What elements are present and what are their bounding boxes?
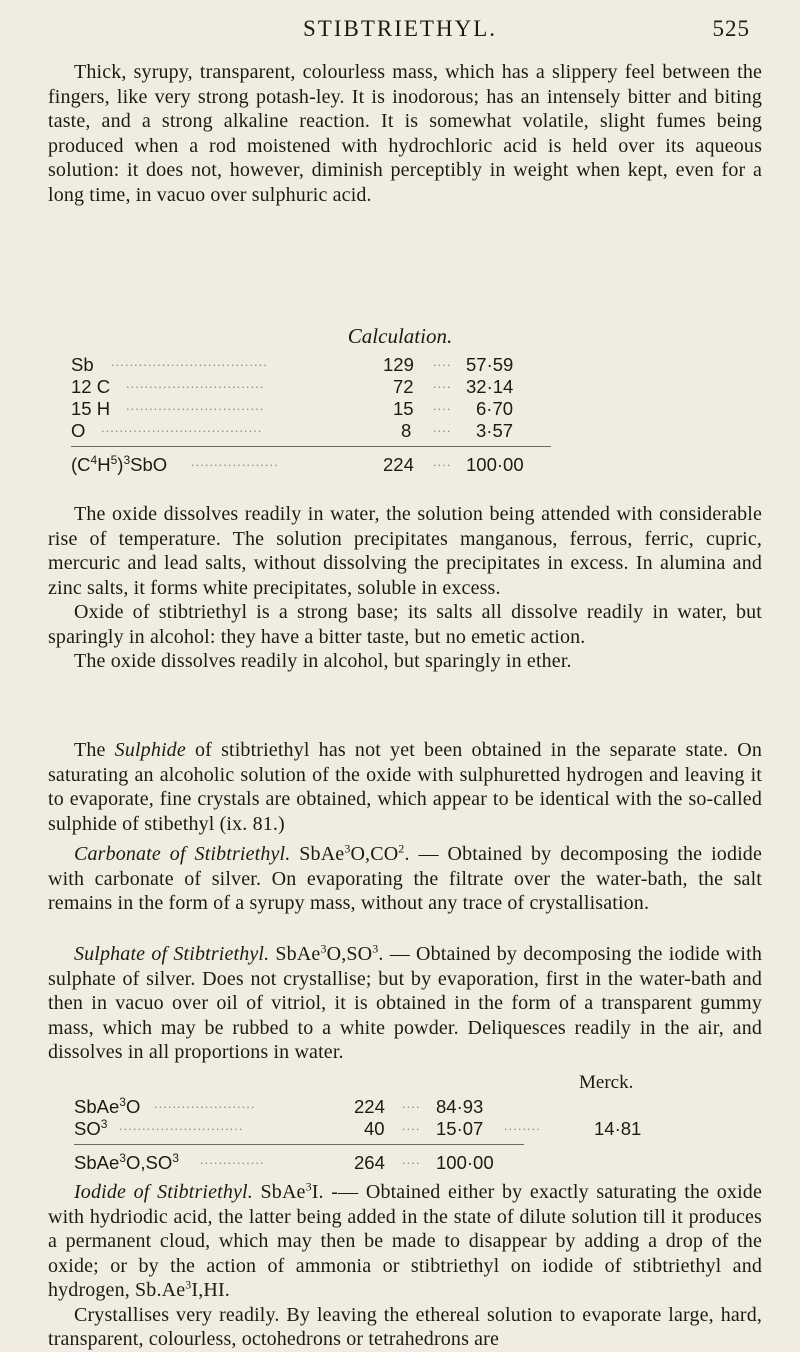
paragraph-text: Thick, syrupy, transparent, colourless mass, which has a slippery feel between the fingers, like very strong potash-ley. It is inodorous; has an intensely bitter and biting taste, and a strong alkaline reaction. It is somewhat volatile, slight fumes being produced when a rod moistened with hydrochloric acid is held over its aqueous solution: it does not, however, diminish perceptibly in weight when kept, even for a long time, in vacuo over sulphuric acid. [48,61,762,206]
total-rule [71,446,551,447]
leader-dots: .............................. [126,376,265,391]
formula-label [74,1096,140,1118]
text-span: The [74,739,115,761]
weight-value: 224 [354,1096,385,1117]
element-label: 15 H [71,398,111,419]
separator-dots: .... [402,1152,421,1167]
leader-dots: ...................... [154,1096,256,1111]
paragraph-text [48,942,762,1065]
formula-part: SbAe [252,1181,306,1203]
section-term: Carbonate of Stibtriethyl. [74,843,291,865]
formula-part: O [125,1096,141,1117]
formula-superscript: 3 [344,841,351,856]
percent-value: 100·00 [436,1152,494,1173]
text-span: of stibtriethyl has not yet been obtained in the separate state. On saturating an alcoholic solution of the oxide with sulphuretted hydrogen and leaving it to evaporate, fine crystals are obtained, which appear to be identical with the so-called sulphide of stibethyl (ix. 81.) [48,739,762,835]
weight-value: 129 [383,354,414,375]
formula-superscript: 4 [90,452,98,467]
weight-value: 15 [393,398,414,419]
leader-dots: ................................... [101,420,263,435]
formula-part: SbO [130,454,168,475]
formula-part: SbAe [74,1096,120,1117]
formula-part: SbAe [290,843,345,865]
formula-superscript: 2 [398,841,405,856]
formula-part: ) [117,454,124,475]
separator-dots: .... [402,1096,421,1111]
page-header [0,16,800,46]
percent-value: 84·93 [436,1096,484,1117]
paragraph-text: The oxide dissolves readily in water, the solution being attended with considerable rise of temperature. The solution precipitates manganous, ferrous, ferric, cupric, mercuric and lead salts, without dissolving the precipitates in excess. In alumina and zinc salts, it forms white precipitates, soluble in excess. [48,503,762,599]
total-rule [74,1144,524,1145]
element-label: 12 C [71,376,111,397]
formula-superscript: 3 [185,1277,192,1292]
separator-dots: .... [433,420,452,435]
text-span: . — Obtained by decomposing the iodide with sulphate of silver. Does not crystallise; but by evaporation, first in the water-bath and then in vacuo over oil of vitriol, it is obtained in the form of a transparent gummy mass, which may be rubbed to a white powder. Deliquesces readily in the air, and dissolves in all proportions in water. [48,943,762,1063]
separator-dots: .... [433,454,452,469]
weight-value: 72 [393,376,414,397]
percent-value: 57·59 [466,354,514,375]
text-span: I. -— Obtained either by exactly saturating the oxide with hydriodic acid, the latter being added in the state of dilute solution till it produces a permanent cloud, which may then be made to disappear by adding a drop of the oxide; or by the action of ammonia or stibtriethyl on iodide of stibtriethyl and hydrogen, Sb.Ae [48,1181,762,1301]
percent-value: 6·70 [476,398,514,419]
formula-part: (C [71,454,91,475]
leader-dots: .............................. [126,398,265,413]
formula-part: SbAe [74,1152,120,1173]
paragraph-text [48,842,762,916]
weight-value: 8 [401,420,412,441]
paragraph-iodide [48,1180,762,1352]
merck-value: 14·81 [594,1118,642,1139]
formula-superscript: 3 [123,452,131,467]
element-label: O [71,420,86,441]
paragraph-sulphide [48,738,762,836]
page-number: 525 [712,16,750,41]
formula-superscript: 5 [110,452,118,467]
formula-part: O,SO [326,943,373,965]
formula-superscript: 3 [119,1094,126,1109]
section-term: Sulphate of Stibtriethyl. [74,943,270,965]
calculation-title: Calculation. [347,324,453,348]
paragraph-text [48,1180,762,1303]
percent-value: 15·07 [436,1118,484,1139]
paragraph-text: The oxide dissolves readily in alcohol, but sparingly in ether. [74,650,572,672]
separator-dots: .... [433,354,452,369]
formula-superscript: 3 [119,1150,126,1165]
weight-value: 224 [383,454,414,475]
formula-label [74,1118,107,1140]
leader-dots: .............. [200,1152,265,1167]
paragraph-text: Crystallises very readily. By leaving the ethereal solution to evaporate large, hard, transparent, colourless, octohedrons or tetrahedrons are [48,1303,762,1350]
paragraph-text: Oxide of stibtriethyl is a strong base; its salts all dissolve readily in water, but sparingly in alcohol: they have a bitter taste, but no emetic action. [48,601,762,648]
formula-superscript: 3 [172,1150,179,1165]
leader-dots: ........................... [119,1118,244,1133]
leader-dots: .................................. [111,354,268,369]
formula-part: SbAe [269,943,321,965]
separator-dots: .... [433,376,452,391]
section-term: Sulphide [114,739,186,761]
weight-value: 40 [364,1118,385,1139]
separator-dots: .... [433,398,452,413]
formula-superscript: 3 [320,941,327,956]
separator-dots: .... [402,1118,421,1133]
paragraph-sulphate [48,942,762,1065]
paragraph-properties [48,60,762,207]
element-label: Sb [71,354,94,375]
leader-dots: ................... [191,454,279,469]
formula-part: O,SO [125,1152,173,1173]
running-title: STIBTRIETHYL. [302,16,497,41]
percent-value: 32·14 [466,376,514,397]
paragraph-text [48,738,762,836]
section-term: Iodide of Stibtriethyl. [74,1181,253,1203]
text-span: . — Obtained by decomposing the iodide with carbonate of silver. On evaporating the filtrate over the water-bath, the salt remains in the form of a syrupy mass, without any trace of crystallisation. [48,843,762,914]
text-span: I,HI. [191,1279,230,1301]
weight-value: 264 [354,1152,385,1173]
formula-superscript: 3 [372,941,379,956]
formula-label [74,1152,179,1174]
formula-part: H [97,454,111,475]
paragraph-solution [48,502,762,674]
merck-heading: Merck. [579,1072,634,1093]
percent-value: 3·57 [476,420,514,441]
formula-superscript: 3 [305,1179,312,1194]
merck-dots: ........ [504,1118,541,1133]
paragraph-carbonate [48,842,762,916]
formula-part: SO [74,1118,101,1139]
formula-part: O,CO [350,843,399,865]
formula-label [71,454,167,476]
formula-superscript: 3 [100,1116,108,1131]
percent-value: 100·00 [466,454,524,475]
